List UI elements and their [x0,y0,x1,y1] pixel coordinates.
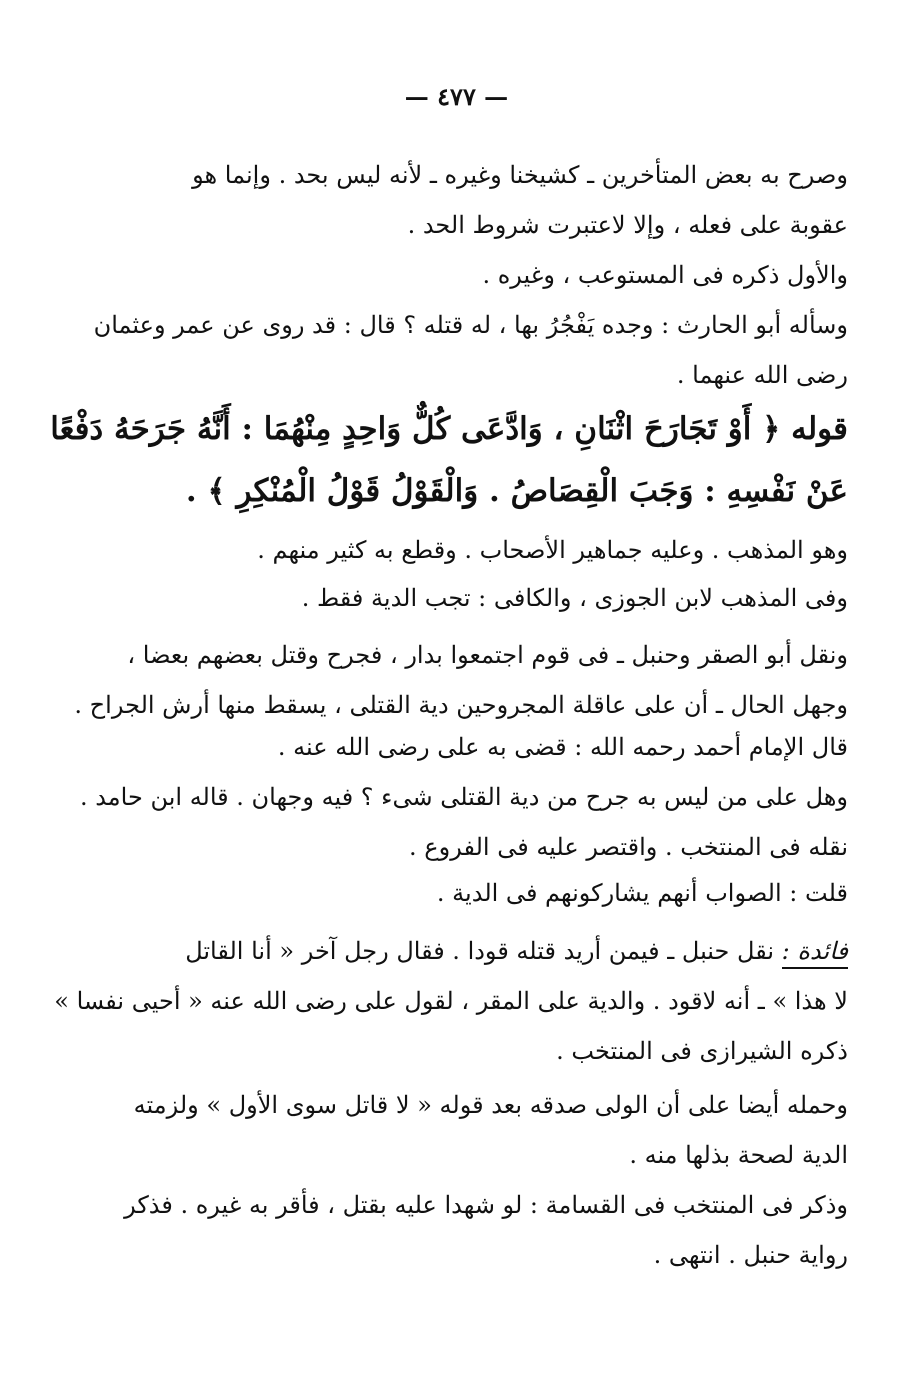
text-line: لا هذا » ـ أنه لاقود . والدية على المقر ، لقول على رضى الله عنه « أحيى نفسا » [54,987,848,1015]
text-line: قوله ﴿ أَوْ تَجَارَحَ اثْنَانِ ، وَادَّعَى كُلٌّ وَاحِدٍ مِنْهُمَا : أَنَّهُ جَرَحَهُ دَفْعًا [50,411,848,447]
text-line: وفى المذهب لابن الجوزى ، والكافى : تجب الدية فقط . [301,584,848,612]
paragraph [190,868,848,918]
text-line: وهو المذهب . وعليه جماهير الأصحاب . وقطع به كثير منهم . [257,536,848,564]
text-line: رواية حنبل . انتهى . [653,1241,848,1269]
text-line: قال الإمام أحمد رحمه الله : قضى به على رضى الله عنه . [277,733,848,761]
text-line: وذكر فى المنتخب فى القسامة : لو شهدا عليه بقتل ، فأقر به غيره . فذكر [124,1191,848,1219]
paragraph [190,573,848,623]
text-line: الدية لصحة بذلها منه . [629,1141,848,1169]
text-line: عَنْ نَفْسِهِ : وَجَبَ الْقِصَاصُ . وَالْقَوْلُ قَوْلُ الْمُنْكِرِ ﴾ . [185,473,848,509]
text-line: ونقل أبو الصقر وحنبل ـ فى قوم اجتمعوا بدار ، فجرح وقتل بعضهم بعضا ، [127,641,848,669]
text-line: فائدة : نقل حنبل ـ فيمن أريد قتله قودا . فقال رجل آخر « أنا القاتل [190,926,848,976]
page-number: — ٤٧٧ — [404,82,509,111]
paragraph [124,1180,848,1280]
paragraph [93,300,848,400]
paragraph [133,1080,848,1180]
text-line: عقوبة على فعله ، وإلا لاعتبرت شروط الحد . [407,211,848,239]
text-line: قلت : الصواب أنهم يشاركونهم فى الدية . [436,879,848,907]
text-line: ذكره الشيرازى فى المنتخب . [556,1037,848,1065]
text-line: والأول ذكره فى المستوعب ، وغيره . [482,261,848,289]
paragraph [54,926,848,1076]
paragraph [74,630,848,730]
fawaid-label: فائدة : [782,937,848,969]
text-line: رضى الله عنهما . [676,361,848,389]
paragraph [190,150,848,250]
text-line: وسأله أبو الحارث : وجده يَفْجُرُ بها ، له قتله ؟ قال : قد روى عن عمر وعثمان [93,311,848,339]
paragraph [79,772,848,872]
paragraph [190,722,848,772]
text-line: وهل على من ليس به جرح من دية القتلى شىء ؟ فيه وجهان . قاله ابن حامد . [79,783,848,811]
paragraph [190,250,848,300]
text-line: وصرح به بعض المتأخرين ـ كشيخنا وغيره ـ لأنه ليس بحد . وإنما هو [192,161,848,189]
text-line: وحمله أيضا على أن الولى صدقه بعد قوله « لا قاتل سوى الأول » ولزمته [133,1091,848,1119]
text-line: وجهل الحال ـ أن على عاقلة المجروحين دية القتلى ، يسقط منها أرش الجراح . [74,691,848,719]
text-line: نقله فى المنتخب . واقتصر عليه فى الفروع . [409,833,848,861]
paragraph [190,525,848,575]
quran-paragraph [50,398,848,522]
